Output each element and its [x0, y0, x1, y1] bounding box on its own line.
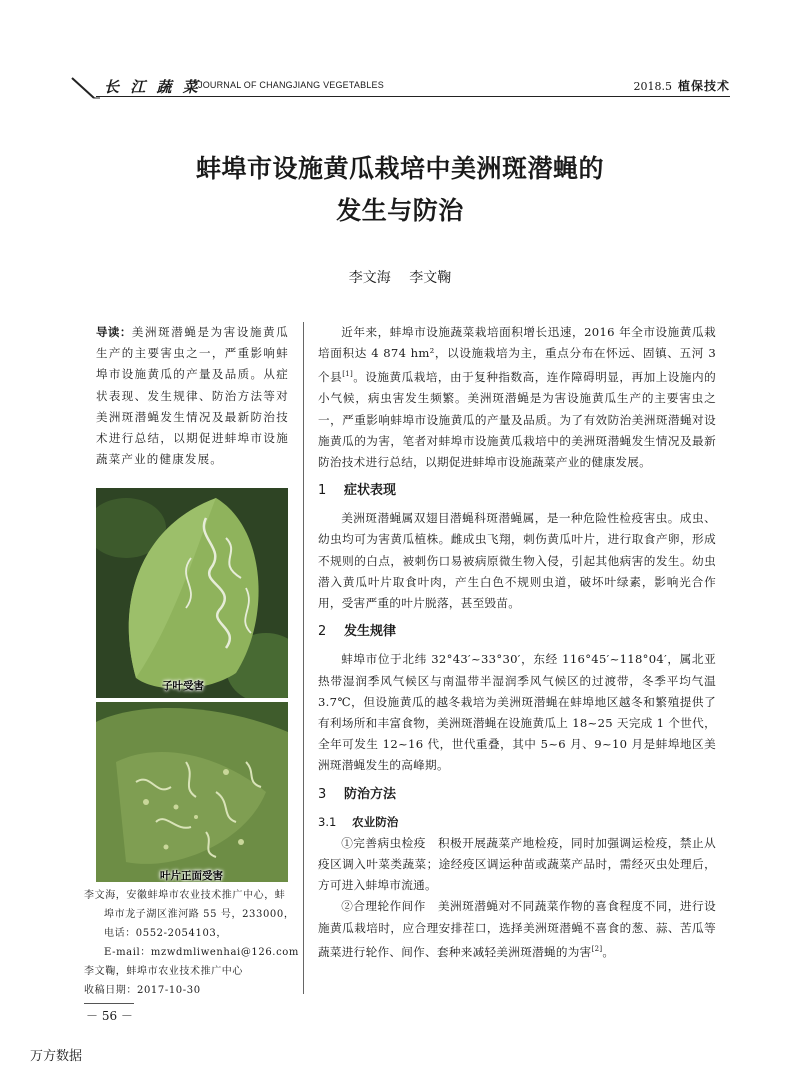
figure-cotyledon-damage: [96, 488, 288, 698]
subsection-number: 3.1: [318, 814, 337, 829]
article-title: [0, 148, 800, 232]
section-title: 防治方法: [344, 786, 397, 802]
subsection-3-1-heading: [318, 812, 716, 833]
page-number: － 56 －: [86, 1009, 133, 1023]
leaf-photo-2-icon: [96, 702, 288, 882]
section-2-paragraph: 蚌埠市位于北纬 32°43′~33°30′，东经 116°45′~118°04′，属北亚热带湿润季风气候区与南温带半湿润季风气候区的过渡带，冬季平均气温 3.7℃，但设施黄瓜的越冬栽培为美洲斑潜蝇在蚌埠地区越冬和繁殖提供了有利场所和丰富食物，美洲斑潜蝇在设施黄瓜上 18~25 天完成 1 个世代，全年可发生 12~16 代，世代重叠，其中 5~6 月、9~10 月是蚌埠地区美洲斑潜蝇发生的高峰期。: [318, 652, 716, 773]
journal-logo: 长 江 蔬 菜: [104, 78, 201, 96]
footer-rule: [84, 1003, 134, 1004]
title-line-2: 发生与防治: [336, 196, 464, 225]
intro-text: 近年来，蚌埠市设施蔬菜栽培面积增长迅速，2016 年全市设施黄瓜栽培面积达 4 874 hm²，以设施栽培为主，重点分布在怀远、固镇、五河 3 个县: [318, 325, 716, 385]
section-2-heading: [318, 621, 716, 642]
affiliation-line: 电话：0552-2054103，: [104, 928, 227, 939]
received-date: 收稿日期：2017-10-30: [84, 985, 201, 996]
abstract-text: 美洲斑潜蝇是为害设施黄瓜生产的主要害虫之一，严重影响蚌埠市设施黄瓜的产量及品质。从症状表现、发生规律、防治方法等对美洲斑潜蝇发生情况及最新防治技术进行总结，以期促进蚌埠市设施蔬菜产业的健康发展。: [96, 325, 289, 467]
section-1-paragraph: 美洲斑潜蝇属双翅目潜蝇科斑潜蝇属，是一种危险性检疫害虫。成虫、幼虫均可为害黄瓜植株。雌成虫飞翔，刺伤黄瓜叶片，进行取食产卵，形成不规则的白点，被刺伤口易被病原微生物入侵，引起其他病害的发生。幼虫潜入黄瓜叶片取食叶肉，产生白色不规则虫道，破坏叶绿素，影响光合作用，受害严重的叶片脱落，甚至毁苗。: [318, 511, 716, 611]
affiliation-line: 李文鞠，蚌埠市农业技术推广中心: [84, 966, 243, 977]
paragraph-text: ②合理轮作间作 美洲斑潜蝇对不同蔬菜作物的喜食程度不同，进行设施黄瓜栽培时，应合理安排茬口，选择美洲斑潜蝇不喜食的葱、蒜、苦瓜等蔬菜进行轮作、间作、套种来减轻美洲斑潜蝇的为害: [318, 899, 716, 959]
article-body: [318, 322, 716, 963]
issue-and-section: [633, 77, 730, 94]
figure-leaf-front-damage: [96, 702, 288, 882]
intro-text-rest: 。设施黄瓜栽培，由于复种指数高，连作障碍明显，再加上设施内的小气候，病虫害发生频繁。美洲斑潜蝇是为害设施黄瓜生产的主要害虫之一，严重影响蚌埠市设施黄瓜的产量及品质。为了有效防治美洲斑潜蝇对设施黄瓜的为害，笔者对蚌埠市设施黄瓜栽培中的美洲斑潜蝇发生情况及最新防治技术进行总结，以期促进蚌埠市设施蔬菜产业的健康发展。: [318, 370, 716, 470]
column-divider: [303, 322, 304, 994]
section-title: 发生规律: [344, 624, 397, 640]
intro-paragraph: [318, 322, 716, 473]
citation-ref: [2]: [591, 944, 603, 953]
article-authors: 李文海 李文鞠: [348, 270, 452, 286]
figure-1-caption: 子叶受害: [162, 680, 204, 692]
title-line-1: 蚌埠市设施黄瓜栽培中美洲斑潜蝇的: [195, 154, 604, 183]
header-rule: [96, 96, 730, 97]
page-header: [70, 66, 730, 102]
subsection-paragraph: [318, 896, 716, 962]
section-number: 2: [318, 624, 327, 640]
affiliation-email: E-mail：mzwdmliwenhai@126.com: [104, 947, 299, 958]
issue-number: 2018.5: [633, 80, 672, 93]
subsection-title: 农业防治: [352, 814, 399, 829]
section-title: 症状表现: [344, 483, 397, 499]
section-number: 1: [318, 483, 327, 499]
subsection-paragraph: ①完善病虫检疫 积极开展蔬菜产地检疫，同时加强调运检疫，禁止从疫区调入叶菜类蔬菜；途经疫区调运种苗或蔬菜产品时，需经灭虫处理后，方可进入蚌埠市流通。: [318, 835, 716, 893]
section-number: 3: [318, 786, 327, 802]
figure-2-caption: 叶片正面受害: [160, 870, 223, 882]
author-affiliation: [84, 886, 304, 1000]
abstract: [96, 322, 289, 470]
leaf-photo-1-icon: [96, 488, 288, 698]
affiliation-line: 埠市龙子湖区淮河路 55 号，233000，: [104, 909, 295, 920]
section-name: 植保技术: [677, 79, 730, 93]
section-1-heading: [318, 480, 716, 501]
affiliation-line: 李文海，安徽蚌埠市农业技术推广中心，蚌: [84, 890, 286, 901]
paragraph-end: 。: [602, 944, 615, 959]
journal-name: JOURNAL OF CHANGJIANG VEGETABLES: [198, 80, 384, 90]
watermark: 万方数据: [30, 1049, 83, 1064]
section-3-heading: [318, 784, 716, 805]
citation-ref: [1]: [342, 370, 354, 379]
abstract-label: 导读：: [96, 325, 132, 339]
